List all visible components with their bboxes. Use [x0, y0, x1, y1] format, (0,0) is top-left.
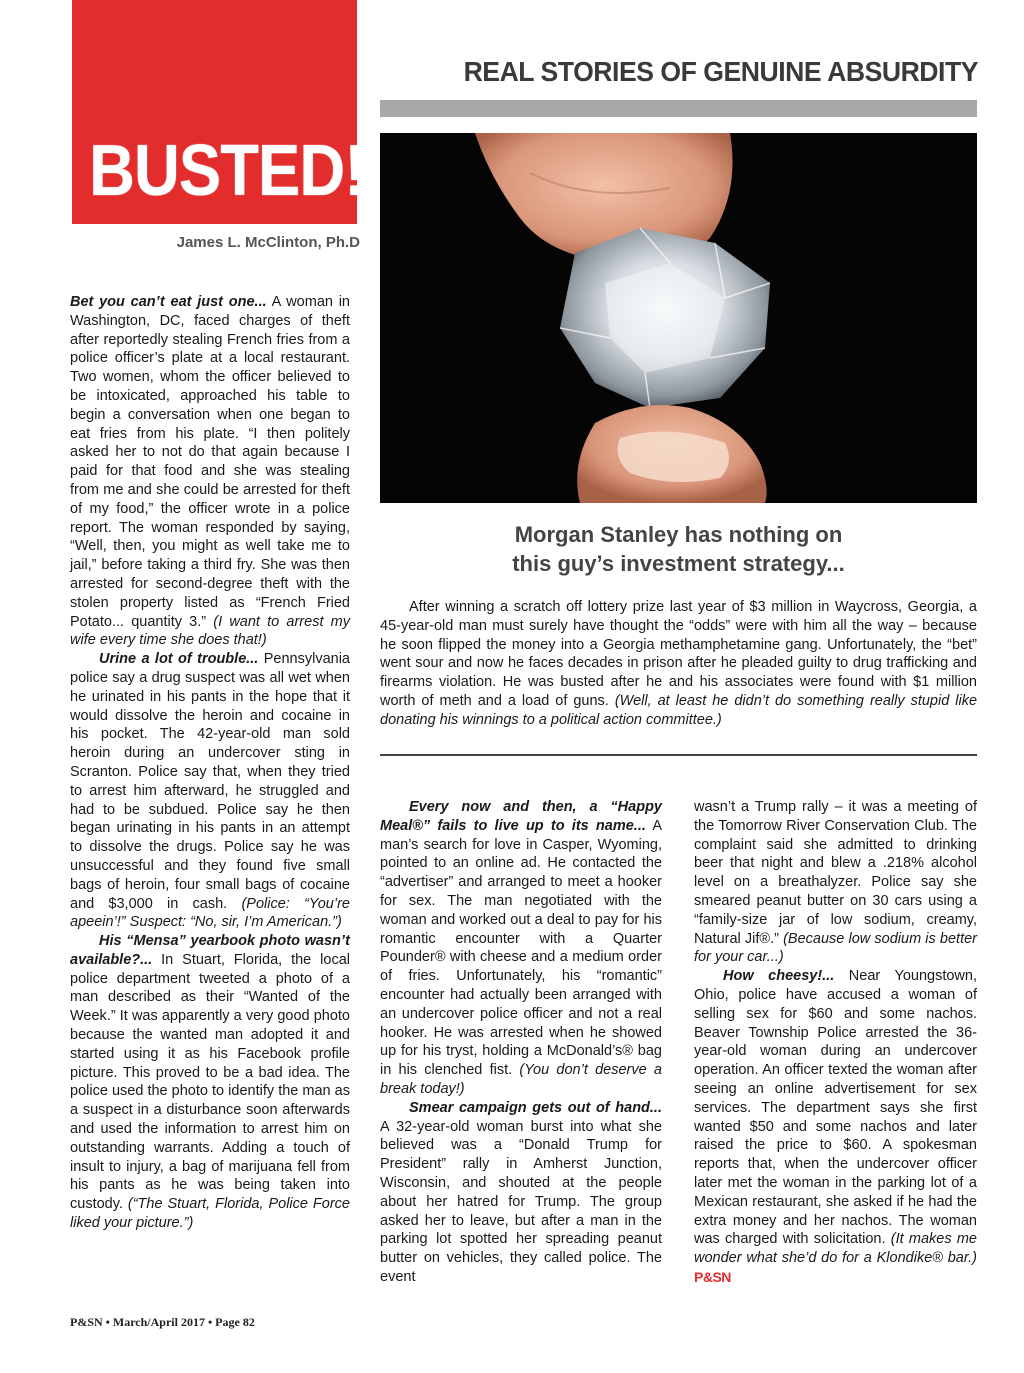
left-column: [70, 293, 350, 1233]
story-happymeal: [380, 798, 662, 1099]
story-urine-body: Pennsylvania police say a drug suspect was all wet when he urinated in his pants in the hope that it would dissolve the heroin and cocaine in his pocket. The 42-year-old man sold heroin during an undercover sting in Scranton. Police say that, when they tried to arrest him afterward, he struggled and had to be subdued. Police say he then began urinating in his pants in an attempt to dissolve the drugs. Police say he was unsuccessful and they found five small bags of heroin, four small bags of cocaine and $3,000 in cash.: [70, 651, 350, 912]
story-smear-part-2: [694, 798, 977, 967]
section-title: REAL STORIES OF GENUINE ABSURDITY: [463, 56, 978, 87]
story-happymeal-body: A man’s search for love in Casper, Wyoming, pointed to an online ad. He contacted the “advertiser” and arranged to meet a hooker for sex. The man negotiated with the woman and worked out a deal to pay for his romantic encounter with a Quarter Pounder® with cheese and a medium order of fries. Unfortunately, his “romantic” encounter had actually been arranged with an undercover police officer and not a real hooker. He was arrested when he showed up for his tryst, holding a McDonald’s® bag in his clenched fist.: [380, 817, 662, 1079]
page-footer: P&SN • March/April 2017 • Page 82: [70, 1315, 255, 1329]
psn-logo: P&SN: [694, 1268, 731, 1285]
story-smear-part-1: [380, 1099, 662, 1287]
crystal-meth-photo: [380, 133, 977, 503]
story-lottery-aside: (Well, at least he didn’t do something really stupid like donating his winnings to a political action committee.): [380, 692, 978, 728]
story-smear-body: A 32-year-old woman burst into what she believed was a “Donald Trump for President” rally in Amherst Junction, Wisconsin, and shouted at the people about her hatred for Trump. The group asked her to leave, but after a man in the parking lot spotted her spreading peanut butter on vehicles, they called police. The event: [380, 1118, 662, 1285]
story-mensa: [70, 932, 350, 1233]
section-divider: [380, 754, 977, 756]
story-urine-aside: (Police: “You’re apeein’!” Suspect: “No, sir, I’m American.”): [70, 895, 350, 931]
story-mensa-aside: (“The Stuart, Florida, Police Force liked your picture.”): [70, 1196, 350, 1232]
photo-illustration: [380, 133, 977, 503]
story-fries-body: A woman in Washington, DC, faced charges of theft after reportedly stealing French fries from a police officer’s plate at a local restaurant. Two women, whom the officer believed to be intoxicated, approached his table to begin a conversation when one began to eat fries from his plate. “I then politely asked her to not do that again because I paid for that food and she was stealing from me and she could be arrested for theft of my food,” the officer wrote in a police report. The woman responded by saying, “Well, then, you might as well take me to jail,” before taking a third fry. She was then arrested for second-degree theft with the stolen property listed as “French Fried Potato... quantity 3.”: [70, 294, 350, 630]
banner-title: BUSTED!: [89, 131, 365, 211]
story-happymeal-aside: (You don’t deserve a break today!): [380, 1062, 662, 1097]
right-column: [694, 798, 977, 1288]
author-byline: James L. McClinton, Ph.D: [176, 234, 360, 251]
story-lottery-body: After winning a scratch off lottery prize last year of $3 million in Waycross, Georgia, a 45-year-old man must surely have thought the “odds” were with him all the way – because he soon flipped the money into a Georgia methamphetamine gang. Unfortunately, the “bet” went sour and now he faces decades in prison after he pleaded guilty to drug trafficking and firearms violation. He was busted after he and his associates were found with $1 million worth of meth and a load of guns.: [380, 599, 977, 709]
caption-line-1: Morgan Stanley has nothing on: [514, 522, 843, 547]
photo-caption: [380, 520, 977, 578]
story-smear-aside: (Because low sodium is better for your car...): [694, 930, 978, 966]
story-smear-continued: wasn’t a Trump rally – it was a meeting of the Tomorrow River Conservation Club. The complaint said she admitted to drinking beer that night and blew a .218% alcohol level on a breathalyzer. Police say she smeared peanut butter on 30 cars using a “family-size jar of low sodium, creamy, Natural Jif®.”: [694, 799, 977, 947]
story-fries: [70, 293, 350, 650]
caption-line-2: this guy’s investment strategy...: [512, 551, 845, 576]
story-cheesy-body: Near Youngstown, Ohio, police have accused a woman of selling sex for $60 and some nachos. Beaver Township Police arrested the 36-year-old woman during an undercover operation. An officer texted the woman after seeing an online advertisement for sex services. The department says she first wanted $50 and some nachos and later raised the price to $60. A spokesman reports that, when the undercover officer later met the woman in the parking lot of a Mexican restaurant, she asked if he had the extra money and her nachos. The woman was charged with solicitation.: [694, 968, 977, 1248]
story-urine-lead: Urine a lot of trouble...: [99, 651, 259, 668]
story-fries-aside: (I want to arrest my wife every time she does that!): [70, 613, 350, 649]
story-cheesy-lead: How cheesy!...: [723, 968, 835, 985]
middle-column: [380, 798, 662, 1287]
title-underline-bar: [380, 100, 977, 117]
busted-banner: [72, 0, 365, 224]
story-mensa-body: In Stuart, Florida, the local police department tweeted a photo of a man described as their “Wanted of the Week.” It was apparently a very good photo because the wanted man adopted it and started using it as his Facebook profile picture. This proved to be a bad idea. The police used the photo to identify the man as a suspect in a disturbance soon afterwards and used the information to arrest him on outstanding warrants. Adding a touch of insult to injury, a bag of marijuana fell from his pants as he was being taken into custody.: [70, 951, 350, 1213]
story-cheesy: [694, 967, 977, 1288]
story-happymeal-lead: Every now and then, a “Happy Meal®” fails to live up to its name...: [380, 799, 662, 834]
story-mensa-lead: His “Mensa” yearbook photo wasn’t available?...: [70, 933, 350, 968]
story-cheesy-aside: (It makes me wonder what she’d do for a Klondike® bar.): [694, 1231, 977, 1267]
story-fries-lead: Bet you can’t eat just one...: [70, 294, 267, 310]
story-lottery: [380, 598, 977, 730]
story-smear-lead: Smear campaign gets out of hand...: [409, 1099, 662, 1116]
story-urine: [70, 650, 350, 932]
